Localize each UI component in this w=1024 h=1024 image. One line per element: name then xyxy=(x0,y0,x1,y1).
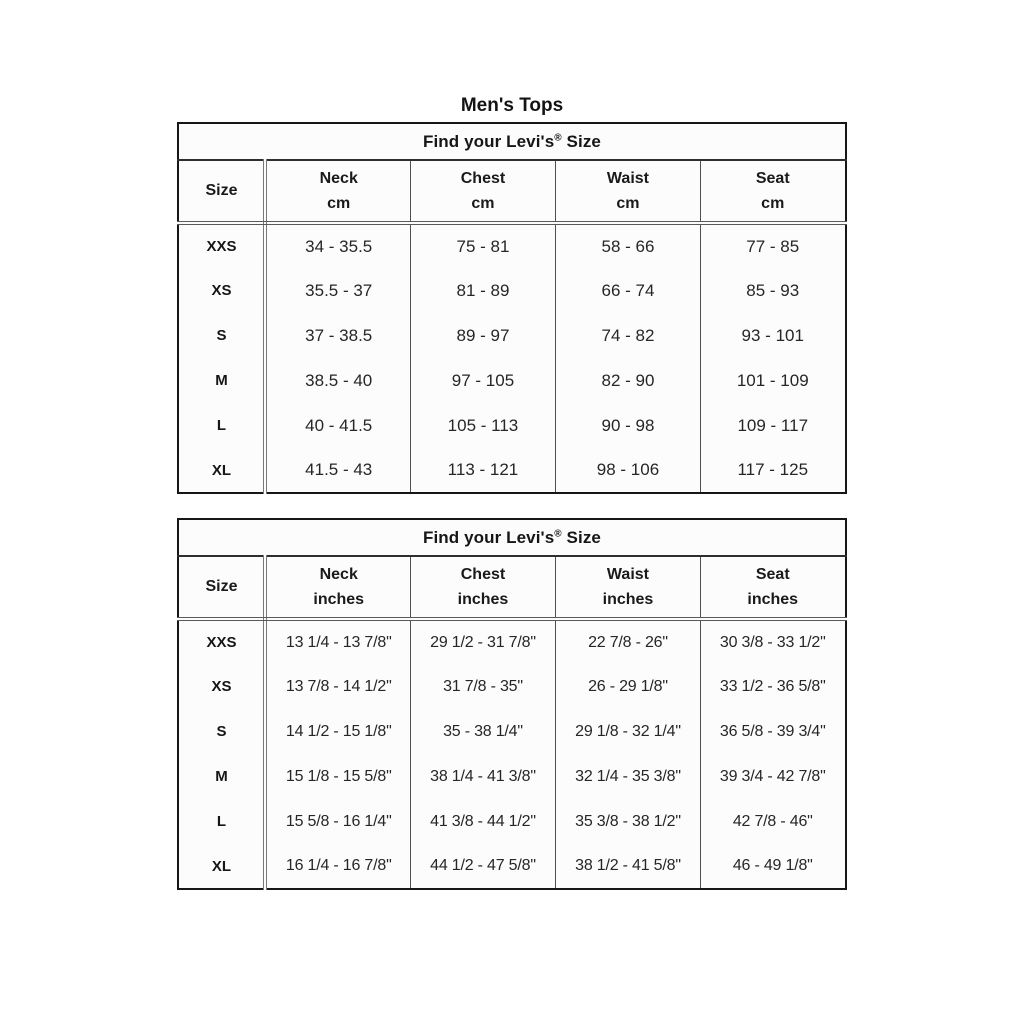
size-label: S xyxy=(178,313,265,358)
cell-seat: 109 - 117 xyxy=(700,403,845,448)
cell-neck: 16 1/4 - 16 7/8" xyxy=(265,844,410,889)
cell-chest: 38 1/4 - 41 3/8" xyxy=(410,754,555,799)
size-label: XS xyxy=(178,268,265,313)
cell-seat: 30 3/8 - 33 1/2" xyxy=(700,619,845,664)
cell-waist: 38 1/2 - 41 5/8" xyxy=(555,844,700,889)
cell-neck: 13 1/4 - 13 7/8" xyxy=(265,619,410,664)
column-header-row xyxy=(178,556,845,619)
column-header-seat xyxy=(700,556,845,619)
column-header-size: Size xyxy=(178,160,265,223)
table-row-xl xyxy=(178,844,845,889)
cell-neck: 37 - 38.5 xyxy=(265,313,410,358)
cell-seat: 42 7/8 - 46" xyxy=(700,799,845,844)
column-unit: inches xyxy=(747,590,799,608)
column-label: Neck xyxy=(319,169,358,187)
header-text-after: Size xyxy=(561,527,601,547)
table-row-l xyxy=(178,403,845,448)
cell-waist: 22 7/8 - 26" xyxy=(555,619,700,664)
page-title: Men's Tops xyxy=(460,95,564,116)
cell-chest: 89 - 97 xyxy=(410,313,555,358)
cell-chest: 113 - 121 xyxy=(410,448,555,493)
header-text-before: Find your Levi's xyxy=(422,131,555,151)
cell-neck: 38.5 - 40 xyxy=(265,358,410,403)
table-header-band xyxy=(178,519,845,556)
cell-waist: 29 1/8 - 32 1/4" xyxy=(555,709,700,754)
column-header-waist xyxy=(555,556,700,619)
cell-seat: 101 - 109 xyxy=(700,358,845,403)
column-label: Chest xyxy=(460,565,506,583)
column-label: Seat xyxy=(755,169,790,187)
cell-chest: 44 1/2 - 47 5/8" xyxy=(410,844,555,889)
header-text-before: Find your Levi's xyxy=(422,527,555,547)
cell-waist: 82 - 90 xyxy=(555,358,700,403)
table-row-s xyxy=(178,709,845,754)
table-row-l xyxy=(178,799,845,844)
table-row-xxs xyxy=(178,223,845,268)
cell-chest: 35 - 38 1/4" xyxy=(410,709,555,754)
size-label: XL xyxy=(178,844,265,889)
column-header-chest xyxy=(410,160,555,223)
cell-chest: 105 - 113 xyxy=(410,403,555,448)
cell-waist: 35 3/8 - 38 1/2" xyxy=(555,799,700,844)
size-label: XS xyxy=(178,664,265,709)
column-header-chest xyxy=(410,556,555,619)
table-row-xl xyxy=(178,448,845,493)
cell-seat: 93 - 101 xyxy=(700,313,845,358)
column-header-size: Size xyxy=(178,556,265,619)
table-row-s xyxy=(178,313,845,358)
registered-trademark-symbol: ® xyxy=(554,527,562,539)
cell-waist: 58 - 66 xyxy=(555,223,700,268)
cell-neck: 35.5 - 37 xyxy=(265,268,410,313)
size-label: S xyxy=(178,709,265,754)
size-label: L xyxy=(178,403,265,448)
cell-waist: 32 1/4 - 35 3/8" xyxy=(555,754,700,799)
cell-seat: 39 3/4 - 42 7/8" xyxy=(700,754,845,799)
column-unit: inches xyxy=(313,590,365,608)
size-table-inches xyxy=(177,518,846,890)
cell-neck: 40 - 41.5 xyxy=(265,403,410,448)
table-row-m xyxy=(178,358,845,403)
column-header-waist xyxy=(555,160,700,223)
size-label: M xyxy=(178,754,265,799)
column-label: Waist xyxy=(606,169,649,187)
size-label: XXS xyxy=(178,223,265,268)
column-header-seat xyxy=(700,160,845,223)
column-header-neck xyxy=(265,160,410,223)
column-label: Neck xyxy=(319,565,358,583)
table-row-m xyxy=(178,754,845,799)
table-row-xxs xyxy=(178,619,845,664)
column-unit: cm xyxy=(471,194,495,212)
header-text-after: Size xyxy=(561,131,601,151)
size-label: XXS xyxy=(178,619,265,664)
table-row-xs xyxy=(178,664,845,709)
cell-chest: 75 - 81 xyxy=(410,223,555,268)
column-label: Waist xyxy=(606,565,649,583)
column-unit: cm xyxy=(761,194,785,212)
column-label: Chest xyxy=(460,169,506,187)
cell-seat: 46 - 49 1/8" xyxy=(700,844,845,889)
cell-chest: 29 1/2 - 31 7/8" xyxy=(410,619,555,664)
column-header-neck xyxy=(265,556,410,619)
column-unit: inches xyxy=(602,590,654,608)
registered-trademark-symbol: ® xyxy=(554,131,562,143)
cell-neck: 15 1/8 - 15 5/8" xyxy=(265,754,410,799)
cell-chest: 97 - 105 xyxy=(410,358,555,403)
cell-waist: 26 - 29 1/8" xyxy=(555,664,700,709)
cell-chest: 31 7/8 - 35" xyxy=(410,664,555,709)
cell-chest: 41 3/8 - 44 1/2" xyxy=(410,799,555,844)
column-header-row xyxy=(178,160,845,223)
cell-seat: 36 5/8 - 39 3/4" xyxy=(700,709,845,754)
cell-neck: 14 1/2 - 15 1/8" xyxy=(265,709,410,754)
cell-neck: 34 - 35.5 xyxy=(265,223,410,268)
cell-neck: 13 7/8 - 14 1/2" xyxy=(265,664,410,709)
column-unit: cm xyxy=(327,194,351,212)
column-label: Seat xyxy=(755,565,790,583)
cell-waist: 90 - 98 xyxy=(555,403,700,448)
table-header-band xyxy=(178,123,845,160)
cell-seat: 33 1/2 - 36 5/8" xyxy=(700,664,845,709)
column-unit: inches xyxy=(457,590,509,608)
size-label: XL xyxy=(178,448,265,493)
cell-neck: 15 5/8 - 16 1/4" xyxy=(265,799,410,844)
cell-seat: 85 - 93 xyxy=(700,268,845,313)
table-header-title xyxy=(178,123,845,160)
cell-waist: 74 - 82 xyxy=(555,313,700,358)
cell-seat: 117 - 125 xyxy=(700,448,845,493)
table-header-title xyxy=(178,519,845,556)
cell-waist: 66 - 74 xyxy=(555,268,700,313)
size-label: M xyxy=(178,358,265,403)
cell-waist: 98 - 106 xyxy=(555,448,700,493)
column-unit: cm xyxy=(616,194,640,212)
size-table-cm xyxy=(177,122,846,494)
table-row-xs xyxy=(178,268,845,313)
cell-neck: 41.5 - 43 xyxy=(265,448,410,493)
cell-chest: 81 - 89 xyxy=(410,268,555,313)
cell-seat: 77 - 85 xyxy=(700,223,845,268)
size-label: L xyxy=(178,799,265,844)
